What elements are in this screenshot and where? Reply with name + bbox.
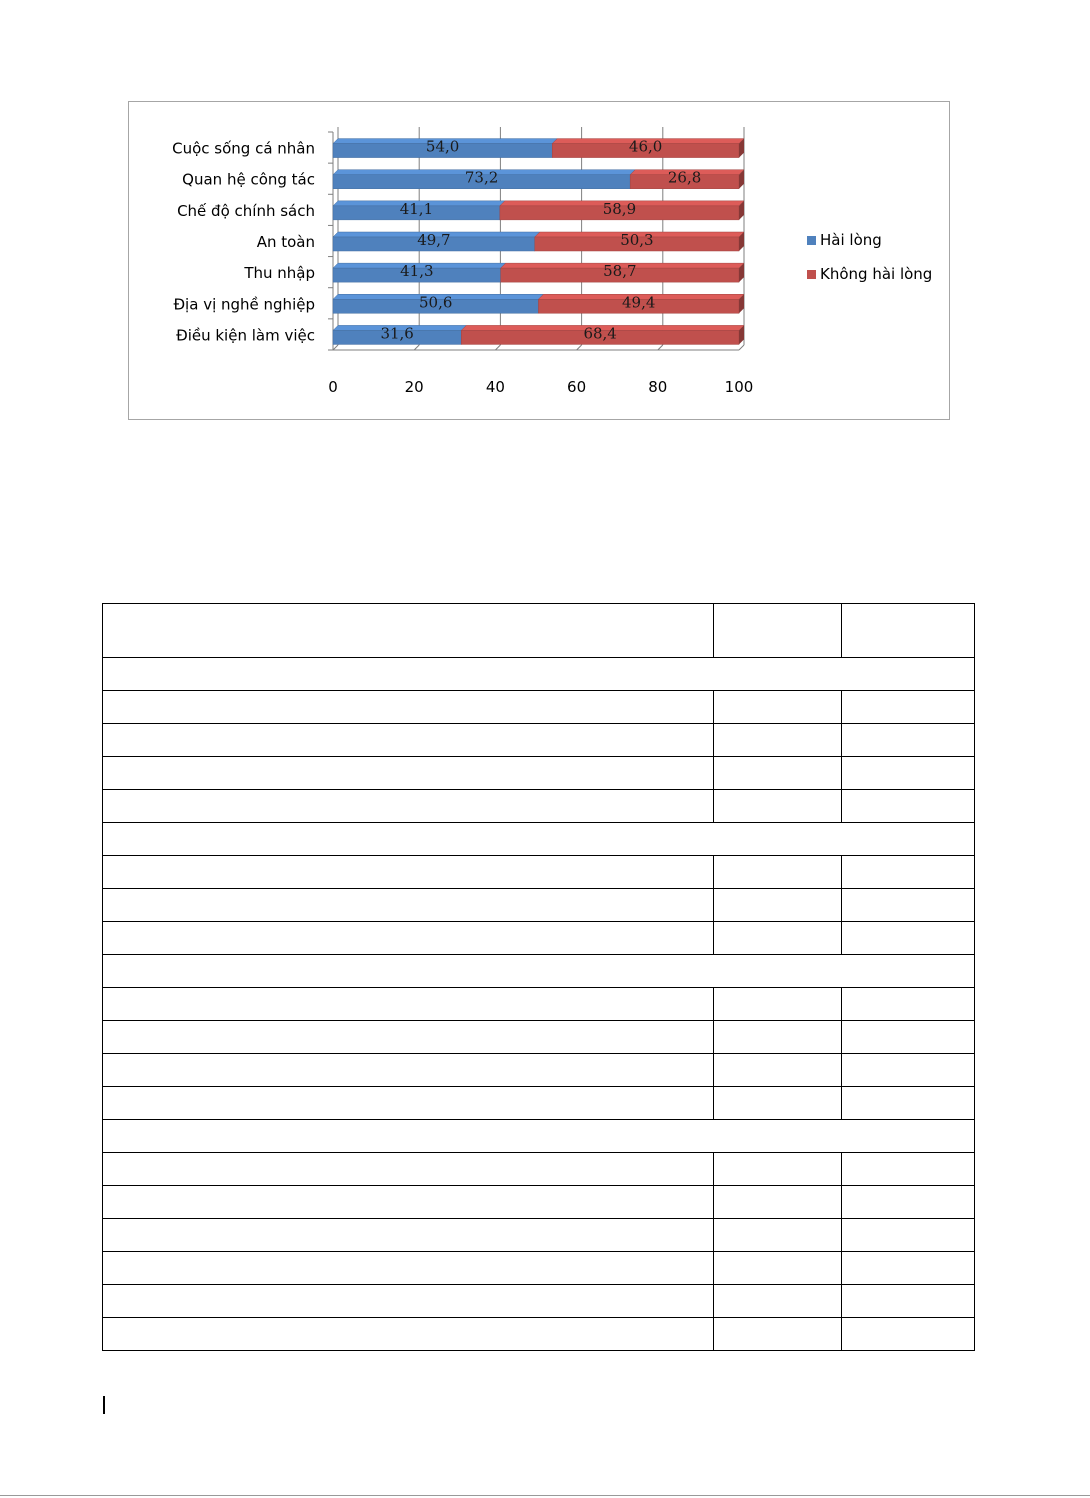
table-cell (714, 1021, 842, 1054)
table-cell (842, 1219, 975, 1252)
table-cell (714, 691, 842, 724)
table-cell (103, 955, 975, 988)
table-cell (842, 1186, 975, 1219)
empty-data-table (102, 603, 975, 1351)
data-label: 49,4 (622, 293, 656, 312)
table-cell (714, 1318, 842, 1351)
table-cell (103, 724, 714, 757)
category-label: Địa vị nghề nghiệp (173, 295, 315, 314)
table-cell (842, 1054, 975, 1087)
table-row (103, 1153, 975, 1186)
table-cell (714, 1153, 842, 1186)
table-row (103, 922, 975, 955)
chart-container (128, 101, 950, 420)
table-row (103, 1186, 975, 1219)
data-label: 41,3 (400, 262, 434, 281)
x-tick-label: 80 (648, 378, 668, 396)
table-cell (103, 691, 714, 724)
table-row (103, 757, 975, 790)
table-cell (842, 1252, 975, 1285)
table-cell (714, 724, 842, 757)
legend-swatch (807, 236, 816, 245)
table-cell (842, 691, 975, 724)
page-bottom-rule (0, 1495, 1090, 1496)
table-cell (714, 922, 842, 955)
table-row (103, 1021, 975, 1054)
table-cell (842, 1153, 975, 1186)
table-cell (714, 1252, 842, 1285)
table-cell (714, 1285, 842, 1318)
table-cell (714, 757, 842, 790)
table-cell (103, 988, 714, 1021)
category-label: Quan hệ công tác (182, 170, 315, 189)
table-cell (103, 1153, 714, 1186)
table-cell (103, 1021, 714, 1054)
table-cell (103, 658, 975, 691)
table-row (103, 1252, 975, 1285)
cursor-mark (103, 1396, 105, 1414)
table-row (103, 889, 975, 922)
legend-swatch (807, 270, 816, 279)
table-section-row (103, 955, 975, 988)
stacked-bar-chart (129, 102, 951, 421)
data-label: 46,0 (628, 137, 663, 156)
gridline-floor (658, 345, 663, 350)
table-cell (714, 1219, 842, 1252)
table-cell (714, 889, 842, 922)
table-cell (842, 1021, 975, 1054)
table-cell (103, 1252, 714, 1285)
table-row (103, 1054, 975, 1087)
gridline-floor (577, 345, 582, 350)
data-label: 68,4 (583, 324, 617, 343)
data-label: 58,9 (602, 199, 637, 218)
data-label: 50,3 (620, 231, 654, 249)
table-section-row (103, 658, 975, 691)
table-row (103, 790, 975, 823)
table-cell (842, 856, 975, 889)
data-label: 50,6 (419, 293, 453, 312)
table-cell (714, 1186, 842, 1219)
table-cell (842, 1318, 975, 1351)
table-row (103, 856, 975, 889)
x-tick-label: 0 (328, 378, 338, 396)
category-label: An toàn (256, 233, 315, 251)
table-cell (714, 604, 842, 658)
table-cell (714, 988, 842, 1021)
table-cell (103, 1054, 714, 1087)
gridline-floor (495, 345, 500, 350)
table-row (103, 1318, 975, 1351)
table-cell (103, 790, 714, 823)
table-cell (714, 1054, 842, 1087)
category-label: Cuộc sống cá nhân (172, 139, 315, 158)
table-cell (103, 1186, 714, 1219)
category-label: Điều kiện làm việc (176, 326, 315, 345)
data-label: 73,2 (464, 168, 499, 187)
data-label: 26,8 (667, 168, 702, 187)
gridline-floor (739, 345, 744, 350)
table-cell (103, 922, 714, 955)
table-cell (842, 757, 975, 790)
table-cell (842, 889, 975, 922)
data-label: 54,0 (425, 137, 460, 156)
table-cell (103, 1219, 714, 1252)
category-label: Thu nhập (244, 264, 315, 283)
legend-label: Hài lòng (820, 231, 882, 249)
x-tick-label: 20 (404, 378, 424, 396)
legend-label: Không hài lòng (820, 265, 933, 283)
table-cell (103, 1285, 714, 1318)
table-cell (103, 757, 714, 790)
table-cell (103, 823, 975, 856)
table-cell (103, 1318, 714, 1351)
x-tick-label: 40 (485, 378, 505, 396)
table-cell (714, 790, 842, 823)
table-row (103, 691, 975, 724)
table-row (103, 1219, 975, 1252)
table-cell (842, 604, 975, 658)
table-cell (842, 1285, 975, 1318)
category-label: Chế độ chính sách (177, 201, 315, 220)
table-section-row (103, 823, 975, 856)
table-header-row (103, 604, 975, 658)
table-cell (103, 856, 714, 889)
table-cell (714, 856, 842, 889)
x-tick-label: 100 (724, 378, 754, 396)
table-cell (842, 988, 975, 1021)
data-label: 49,7 (417, 231, 451, 249)
table-cell (103, 1120, 975, 1153)
data-label: 41,1 (399, 199, 434, 218)
x-tick-label: 60 (567, 378, 587, 396)
table-row (103, 988, 975, 1021)
table-cell (842, 1087, 975, 1120)
data-label: 31,6 (380, 324, 414, 343)
table-cell (714, 1087, 842, 1120)
table-cell (103, 1087, 714, 1120)
data-label: 58,7 (603, 262, 637, 281)
table-cell (842, 922, 975, 955)
table-section-row (103, 1120, 975, 1153)
table-cell (103, 889, 714, 922)
table-row (103, 724, 975, 757)
gridline-floor (333, 345, 338, 350)
table-cell (103, 604, 714, 658)
table-cell (842, 724, 975, 757)
gridline-floor (414, 345, 419, 350)
table-cell (842, 790, 975, 823)
table-row (103, 1087, 975, 1120)
table-row (103, 1285, 975, 1318)
